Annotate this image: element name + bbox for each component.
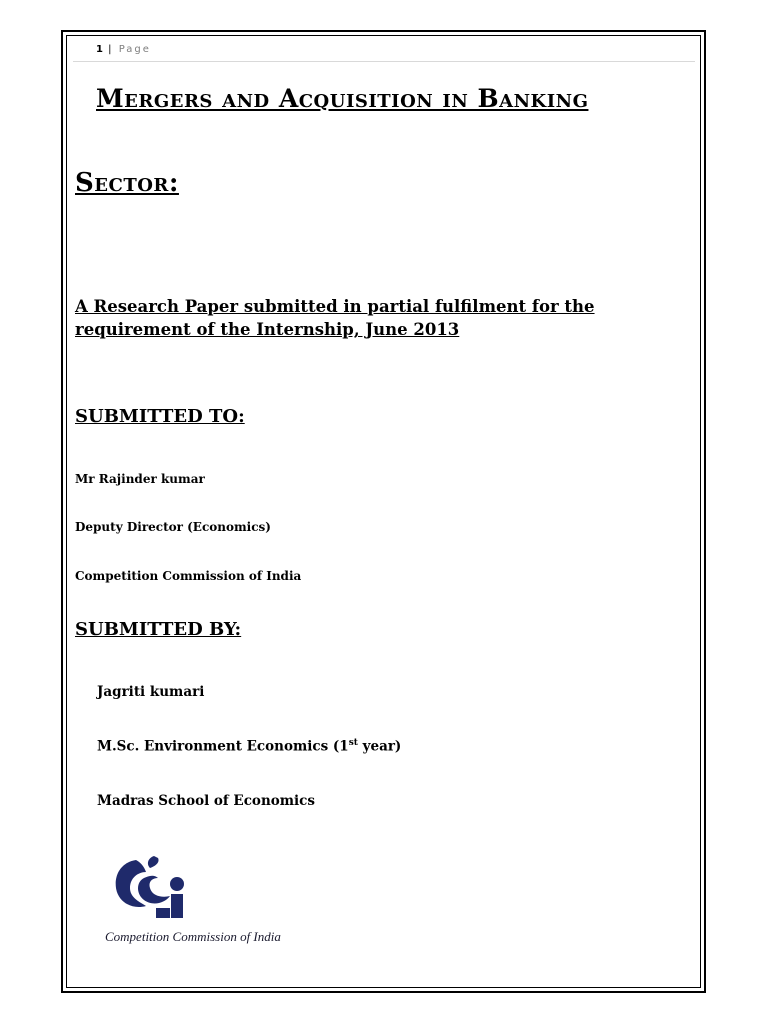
submitted-by-course bbox=[97, 738, 401, 755]
submitted-to-name: Mr Rajinder kumar bbox=[75, 472, 205, 486]
submitted-by-institution: Madras School of Economics bbox=[97, 793, 315, 809]
course-text: M.Sc. Environment Economics (1 bbox=[97, 738, 349, 755]
page-separator: | bbox=[108, 44, 114, 55]
course-suffix: year) bbox=[357, 738, 402, 755]
submitted-by-name: Jagriti kumari bbox=[97, 684, 205, 700]
submitted-to-organization: Competition Commission of India bbox=[75, 569, 302, 583]
page-number: 1 bbox=[96, 44, 103, 55]
header-rule bbox=[73, 61, 695, 62]
logo-caption: Competition Commission of India bbox=[105, 929, 281, 944]
course-superscript: st bbox=[348, 738, 358, 748]
document-subtitle: A Research Paper submitted in partial fulfilment for the requirement of the Internship, June 2013 bbox=[75, 297, 595, 339]
document-title-continued: Sector: bbox=[75, 168, 179, 198]
submitted-to-designation: Deputy Director (Economics) bbox=[75, 520, 271, 534]
document-title: Mergers and Acquisition in Banking bbox=[96, 84, 589, 113]
submitted-by-heading: SUBMITTED BY: bbox=[75, 619, 242, 640]
submitted-to-heading: SUBMITTED TO: bbox=[75, 406, 245, 427]
page-label: Page bbox=[118, 44, 151, 55]
page-header bbox=[96, 44, 151, 55]
